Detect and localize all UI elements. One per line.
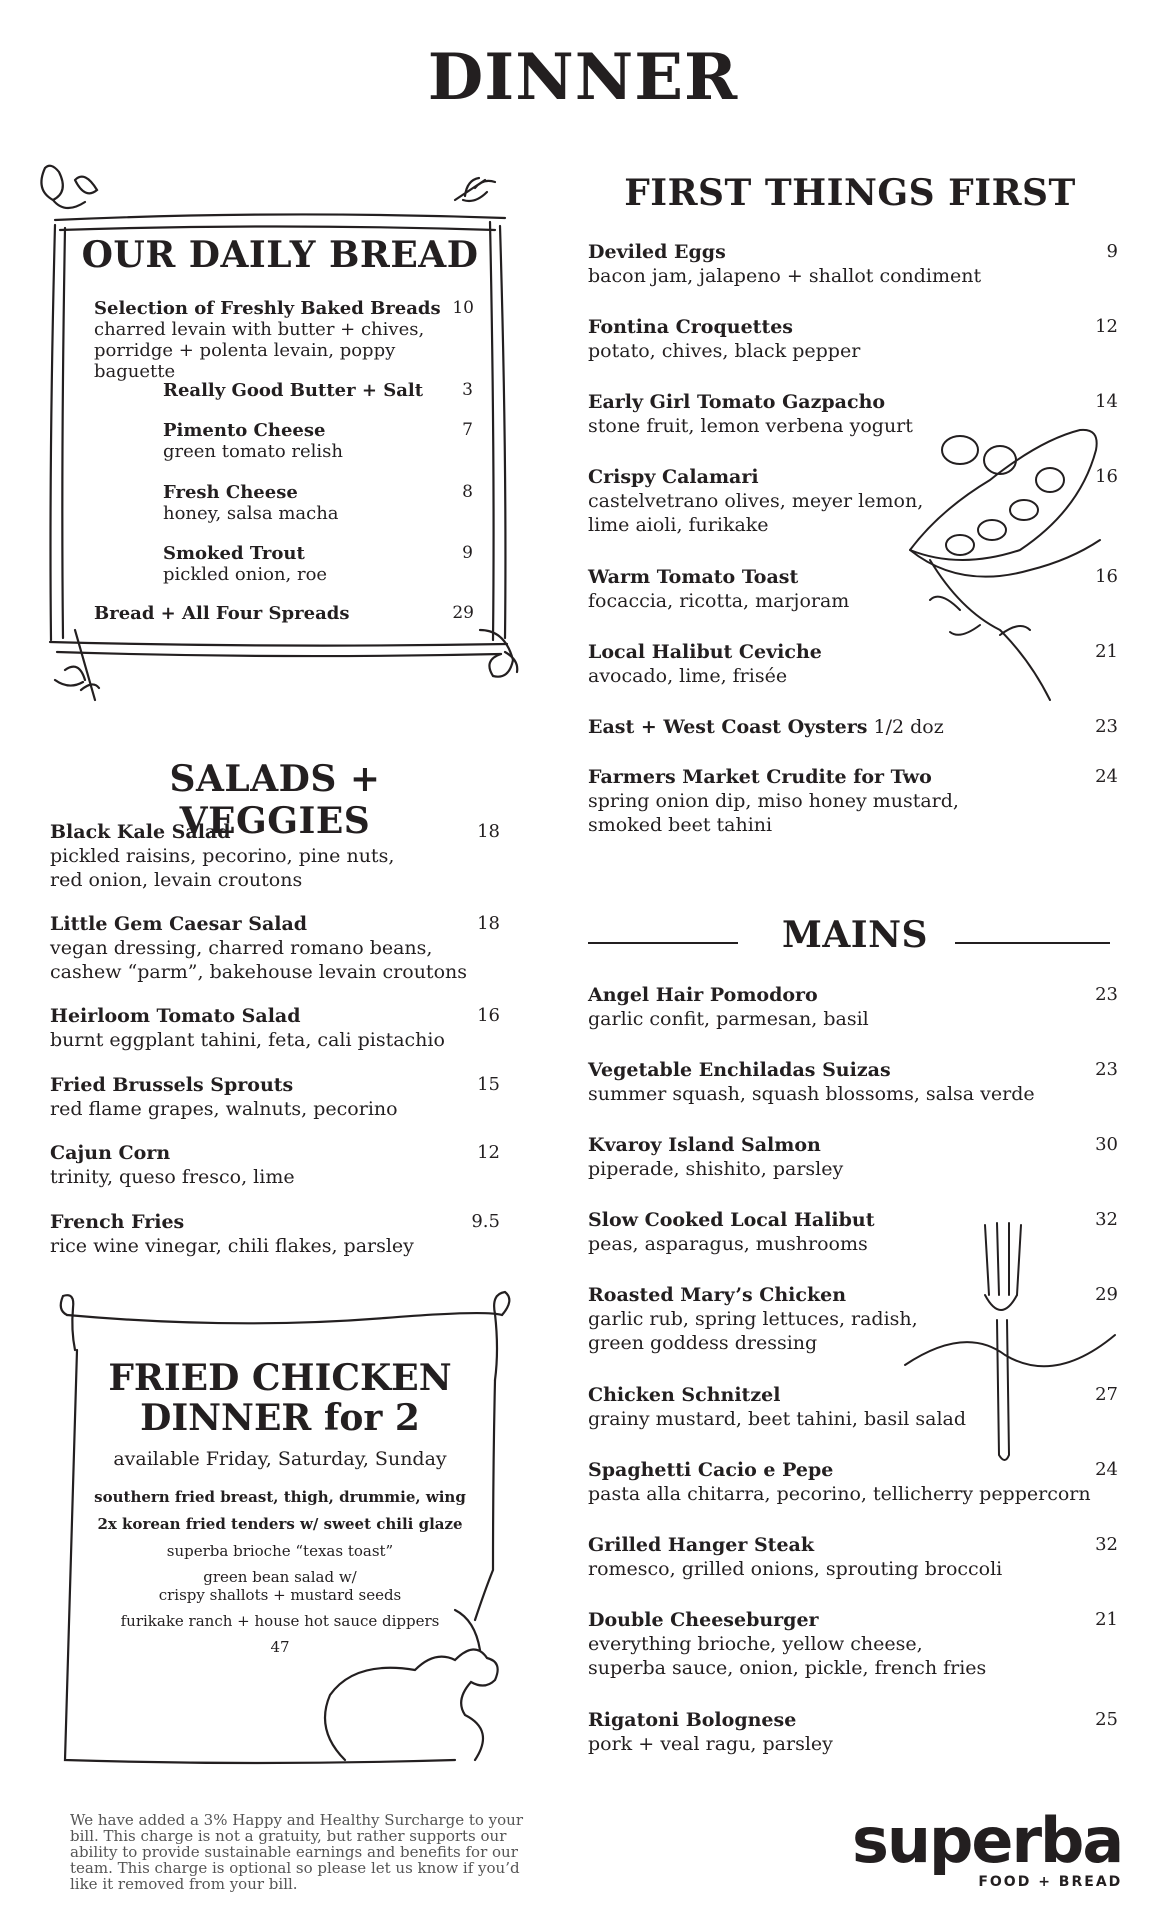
item-price: 24 [1095, 766, 1118, 787]
item-desc: red onion, levain croutons [50, 869, 303, 891]
mains-item [588, 983, 1118, 1031]
spread-item [163, 420, 473, 462]
note-line: bill. This charge is not a gratuity, but rather supports our [70, 1827, 507, 1845]
item-price: 25 [1095, 1709, 1118, 1730]
item-price: 27 [1095, 1384, 1118, 1405]
fried-chicken-heading-2: DINNER for 2 [140, 1397, 420, 1439]
item-price: 30 [1095, 1134, 1118, 1155]
item-name: Fried Brussels Sprouts [50, 1074, 294, 1096]
mains-item [588, 1533, 1118, 1581]
item-price: 12 [477, 1142, 500, 1163]
item-desc: cashew “parm”, bakehouse levain croutons [50, 961, 467, 983]
superba-logo [852, 1804, 1123, 1890]
item-price: 8 [462, 482, 473, 502]
item-name: Selection of Freshly Baked Breads [94, 298, 441, 319]
item-name: Grilled Hanger Steak [588, 1534, 815, 1556]
item-desc: garlic rub, spring lettuces, radish, [588, 1308, 918, 1330]
item-name: East + West Coast Oysters [588, 716, 868, 738]
item-price: 3 [462, 380, 473, 400]
fried-chicken-availability: available Friday, Saturday, Sunday [113, 1448, 447, 1470]
item-desc: burnt eggplant tahini, feta, cali pistachio [50, 1029, 445, 1051]
item-desc: smoked beet tahini [588, 814, 773, 836]
fried-chicken-price: 47 [270, 1638, 290, 1656]
item-name: Warm Tomato Toast [588, 566, 799, 588]
item-desc: porridge + polenta levain, poppy baguette [94, 340, 396, 382]
item-desc: rice wine vinegar, chili flakes, parsley [50, 1235, 414, 1257]
item-desc: focaccia, ricotta, marjoram [588, 590, 850, 612]
item-price: 32 [1095, 1209, 1118, 1230]
item-name: Rigatoni Bolognese [588, 1709, 797, 1731]
item-qty: 1/2 doz [867, 716, 944, 738]
note-line: team. This charge is optional so please let us know if you’d [70, 1859, 520, 1877]
first-things-item [588, 640, 1118, 688]
item-desc: stone fruit, lemon verbena yogurt [588, 415, 913, 437]
fried-chicken-line: superba brioche “texas toast” [166, 1542, 394, 1560]
item-desc: grainy mustard, beet tahini, basil salad [588, 1408, 967, 1430]
mains-divider-right [955, 942, 1110, 944]
page-title: DINNER [427, 40, 739, 115]
daily-bread-heading: OUR DAILY BREAD [81, 234, 479, 276]
note-line: ability to provide sustainable earnings and benefits for our [70, 1843, 518, 1861]
item-name: Double Cheeseburger [588, 1609, 819, 1631]
item-price: 14 [1095, 391, 1118, 412]
item-name: Cajun Corn [50, 1142, 171, 1164]
item-name: French Fries [50, 1211, 185, 1233]
mains-item [588, 1133, 1118, 1181]
item-desc: avocado, lime, frisée [588, 665, 788, 687]
mains-item [588, 1608, 1118, 1680]
fried-chicken-line: green bean salad w/ [203, 1568, 357, 1586]
item-desc: charred levain with butter + chives, [94, 319, 425, 340]
first-things-heading: FIRST THINGS FIRST [624, 172, 1076, 214]
item-desc: lime aioli, furikake [588, 514, 769, 536]
item-price: 18 [477, 913, 500, 934]
item-price: 10 [452, 298, 474, 318]
bread-main-item [94, 298, 474, 382]
fried-chicken-line: southern fried breast, thigh, drummie, wing [94, 1488, 466, 1506]
item-desc: superba sauce, onion, pickle, french fries [588, 1657, 987, 1679]
item-name: Pimento Cheese [163, 420, 326, 441]
item-price: 23 [1095, 716, 1118, 737]
item-price: 15 [477, 1074, 500, 1095]
logo-tagline: FOOD + BREAD [978, 1874, 1123, 1890]
mains-item [588, 1283, 1118, 1355]
salad-item [50, 1141, 500, 1189]
item-name: Really Good Butter + Salt [163, 380, 424, 401]
note-line: We have added a 3% Happy and Healthy Surcharge to your [70, 1811, 523, 1829]
item-desc: red flame grapes, walnuts, pecorino [50, 1098, 398, 1120]
first-things-item [588, 315, 1118, 363]
item-name: Deviled Eggs [588, 241, 726, 263]
item-price: 29 [452, 603, 474, 623]
fried-chicken-box [75, 1358, 485, 1656]
item-desc: castelvetrano olives, meyer lemon, [588, 490, 924, 512]
item-price: 18 [477, 821, 500, 842]
fried-chicken-heading: FRIED CHICKEN [108, 1357, 452, 1399]
item-name: Black Kale Salad [50, 821, 231, 843]
salad-item [50, 912, 500, 984]
spread-item [163, 543, 473, 585]
item-price: 12 [1095, 316, 1118, 337]
fried-chicken-line: furikake ranch + house hot sauce dippers [120, 1612, 440, 1630]
item-name: Spaghetti Cacio e Pepe [588, 1459, 834, 1481]
item-name: Heirloom Tomato Salad [50, 1005, 301, 1027]
item-price: 21 [1095, 1609, 1118, 1630]
first-things-item [588, 565, 1118, 613]
item-price: 16 [1095, 566, 1118, 587]
item-price: 9.5 [471, 1211, 500, 1232]
salads-heading: SALADS + VEGGIES [169, 758, 381, 842]
item-name: Roasted Mary’s Chicken [588, 1284, 847, 1306]
item-price: 29 [1095, 1284, 1118, 1305]
item-price: 21 [1095, 641, 1118, 662]
item-desc: peas, asparagus, mushrooms [588, 1233, 868, 1255]
item-desc: everything brioche, yellow cheese, [588, 1633, 923, 1655]
item-desc: bacon jam, jalapeno + shallot condiment [588, 265, 982, 287]
first-things-item [588, 765, 1118, 837]
mains-divider-left [588, 942, 738, 944]
item-desc: pickled onion, roe [163, 564, 328, 585]
first-things-item [588, 390, 1118, 438]
item-name: Early Girl Tomato Gazpacho [588, 391, 886, 413]
mains-item [588, 1458, 1118, 1506]
bread-combo-item [94, 603, 474, 624]
item-name: Little Gem Caesar Salad [50, 913, 308, 935]
item-price: 9 [462, 543, 473, 563]
item-price: 9 [1106, 241, 1118, 262]
item-desc: piperade, shishito, parsley [588, 1158, 844, 1180]
item-name: Chicken Schnitzel [588, 1384, 781, 1406]
item-price: 16 [477, 1005, 500, 1026]
item-name: Angel Hair Pomodoro [588, 984, 818, 1006]
item-desc: green goddess dressing [588, 1332, 818, 1354]
first-things-item [588, 240, 1118, 288]
item-price: 16 [1095, 466, 1118, 487]
item-desc: pork + veal ragu, parsley [588, 1733, 833, 1755]
mains-heading: MAINS [781, 914, 929, 956]
item-desc: spring onion dip, miso honey mustard, [588, 790, 959, 812]
item-desc: honey, salsa macha [163, 503, 339, 524]
mains-item [588, 1058, 1118, 1106]
item-name: Fontina Croquettes [588, 316, 794, 338]
surcharge-note [70, 1812, 560, 1892]
item-name: Fresh Cheese [163, 482, 298, 503]
item-desc: romesco, grilled onions, sprouting broccoli [588, 1558, 1003, 1580]
fried-chicken-line: crispy shallots + mustard seeds [158, 1586, 402, 1604]
item-name: Crispy Calamari [588, 466, 759, 488]
salad-item [50, 1004, 500, 1052]
mains-item [588, 1708, 1118, 1756]
item-desc: vegan dressing, charred romano beans, [50, 937, 433, 959]
spread-item [163, 482, 473, 524]
item-desc: pasta alla chitarra, pecorino, tellicherry peppercorn [588, 1483, 1091, 1505]
note-line: like it removed from your bill. [70, 1875, 298, 1893]
item-desc: garlic confit, parmesan, basil [588, 1008, 869, 1030]
first-things-item [588, 715, 1118, 739]
item-desc: summer squash, squash blossoms, salsa verde [588, 1083, 1035, 1105]
salad-item [50, 820, 500, 892]
item-name: Kvaroy Island Salmon [588, 1134, 821, 1156]
item-name: Farmers Market Crudite for Two [588, 766, 932, 788]
mains-item [588, 1208, 1118, 1256]
item-desc: pickled raisins, pecorino, pine nuts, [50, 845, 395, 867]
item-name: Vegetable Enchiladas Suizas [588, 1059, 891, 1081]
first-things-item [588, 465, 1118, 537]
salad-item [50, 1073, 500, 1121]
salad-item [50, 1210, 500, 1258]
item-name: Bread + All Four Spreads [94, 603, 350, 624]
item-desc: trinity, queso fresco, lime [50, 1166, 295, 1188]
item-price: 23 [1095, 1059, 1118, 1080]
mains-item [588, 1383, 1118, 1431]
spread-item [163, 380, 473, 401]
item-desc: potato, chives, black pepper [588, 340, 861, 362]
item-name: Smoked Trout [163, 543, 305, 564]
item-price: 32 [1095, 1534, 1118, 1555]
item-price: 7 [462, 420, 473, 440]
logo-wordmark: superba [852, 1804, 1123, 1877]
fried-chicken-line: 2x korean fried tenders w/ sweet chili glaze [97, 1515, 463, 1533]
item-name: Local Halibut Ceviche [588, 641, 822, 663]
item-name: Slow Cooked Local Halibut [588, 1209, 875, 1231]
item-desc: green tomato relish [163, 441, 344, 462]
item-price: 24 [1095, 1459, 1118, 1480]
item-price: 23 [1095, 984, 1118, 1005]
